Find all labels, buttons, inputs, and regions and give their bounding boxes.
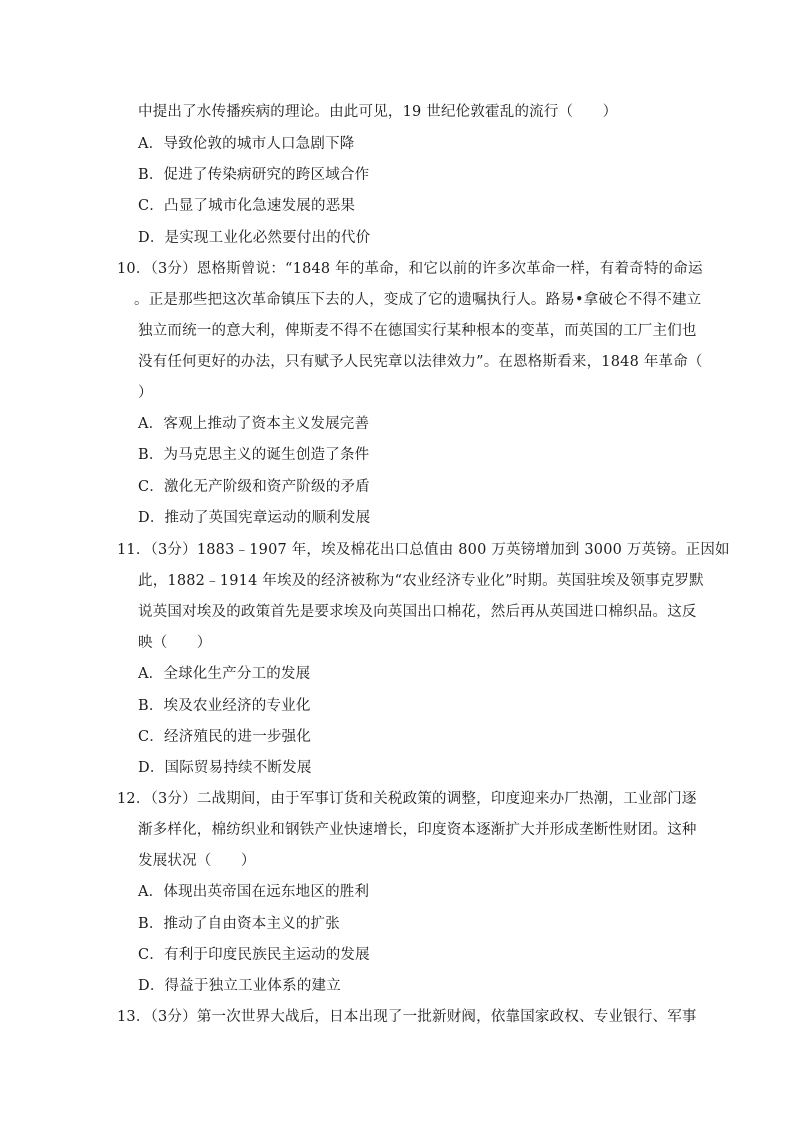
q10-stem-line-3: 独立而统一的意大利，俾斯麦不得不在德国实行某种根本的变革，而英国的工厂主们也 <box>138 323 697 339</box>
q11-stem-line-2: 此，1882﹣1914 年埃及的经济被称为“农业经济专业化”时期。英国驻埃及领事克罗默 <box>138 573 704 589</box>
q12-option-d: D．得益于独立工业体系的建立 <box>138 978 341 994</box>
q10-stem-line-2: 。正是那些把这次革命镇压下去的人，变成了它的遗嘱执行人。路易•拿破仑不得不建立 <box>134 292 702 308</box>
q10-stem-line-5: ） <box>138 385 153 401</box>
q10-stem-line-1: 10．（3分）恩格斯曾说：“1848 年的革命，和它以前的许多次革命一样，有着奇特的命运 <box>117 261 703 277</box>
q11-stem-line-4: 映（ ） <box>138 635 212 651</box>
q13-stem-line-1: 13．（3分）第一次世界大战后，日本出现了一批新财阀，依靠国家政权、专业银行、军事 <box>117 1009 697 1025</box>
q10-option-c: C．激化无产阶级和资产阶级的矛盾 <box>138 479 370 495</box>
q11-option-a: A．全球化生产分工的发展 <box>138 666 311 682</box>
q9-option-c: C．凸显了城市化急速发展的恶果 <box>138 198 356 214</box>
q10-stem-line-4: 没有任何更好的办法，只有赋予人民宪章以法律效力”。在恩格斯看来，1848 年革命（ <box>138 354 703 370</box>
q10-option-b: B．为马克思主义的诞生创造了条件 <box>138 447 370 463</box>
q9-option-d: D．是实现工业化必然要付出的代价 <box>138 230 371 246</box>
q10-option-a: A．客观上推动了资本主义发展完善 <box>138 416 370 432</box>
q9-stem-tail: 中提出了水传播疾病的理论。由此可见，19 世纪伦敦霍乱的流行（ ） <box>138 104 618 120</box>
q12-option-a: A．体现出英帝国在远东地区的胜利 <box>138 884 370 900</box>
q9-option-a: A．导致伦敦的城市人口急剧下降 <box>138 136 355 152</box>
q12-option-b: B．推动了自由资本主义的扩张 <box>138 916 340 932</box>
q9-option-b: B．促进了传染病研究的跨区域合作 <box>138 167 370 183</box>
q10-option-d: D．推动了英国宪章运动的顺利发展 <box>138 510 371 526</box>
q11-option-d: D．国际贸易持续不断发展 <box>138 760 312 776</box>
q11-option-b: B．埃及农业经济的专业化 <box>138 698 311 714</box>
q12-stem-line-2: 渐多样化，棉纺织业和钢铁产业快速增长，印度资本逐渐扩大并形成垄断性财团。这种 <box>138 822 697 838</box>
q11-stem-line-1: 11．（3分）1883﹣1907 年，埃及棉花出口总值由 800 万英镑增加到 3000 万英镑。正因如 <box>117 542 730 558</box>
q12-option-c: C．有利于印度民族民主运动的发展 <box>138 947 370 963</box>
q12-stem-line-1: 12．（3分）二战期间，由于军事订货和关税政策的调整，印度迎来办厂热潮，工业部门逐 <box>117 791 697 807</box>
q12-stem-line-3: 发展状况（ ） <box>138 853 256 869</box>
q11-stem-line-3: 说英国对埃及的政策首先是要求埃及向英国出口棉花，然后再从英国进口棉织品。这反 <box>138 604 697 620</box>
q11-option-c: C．经济殖民的进一步强化 <box>138 729 311 745</box>
